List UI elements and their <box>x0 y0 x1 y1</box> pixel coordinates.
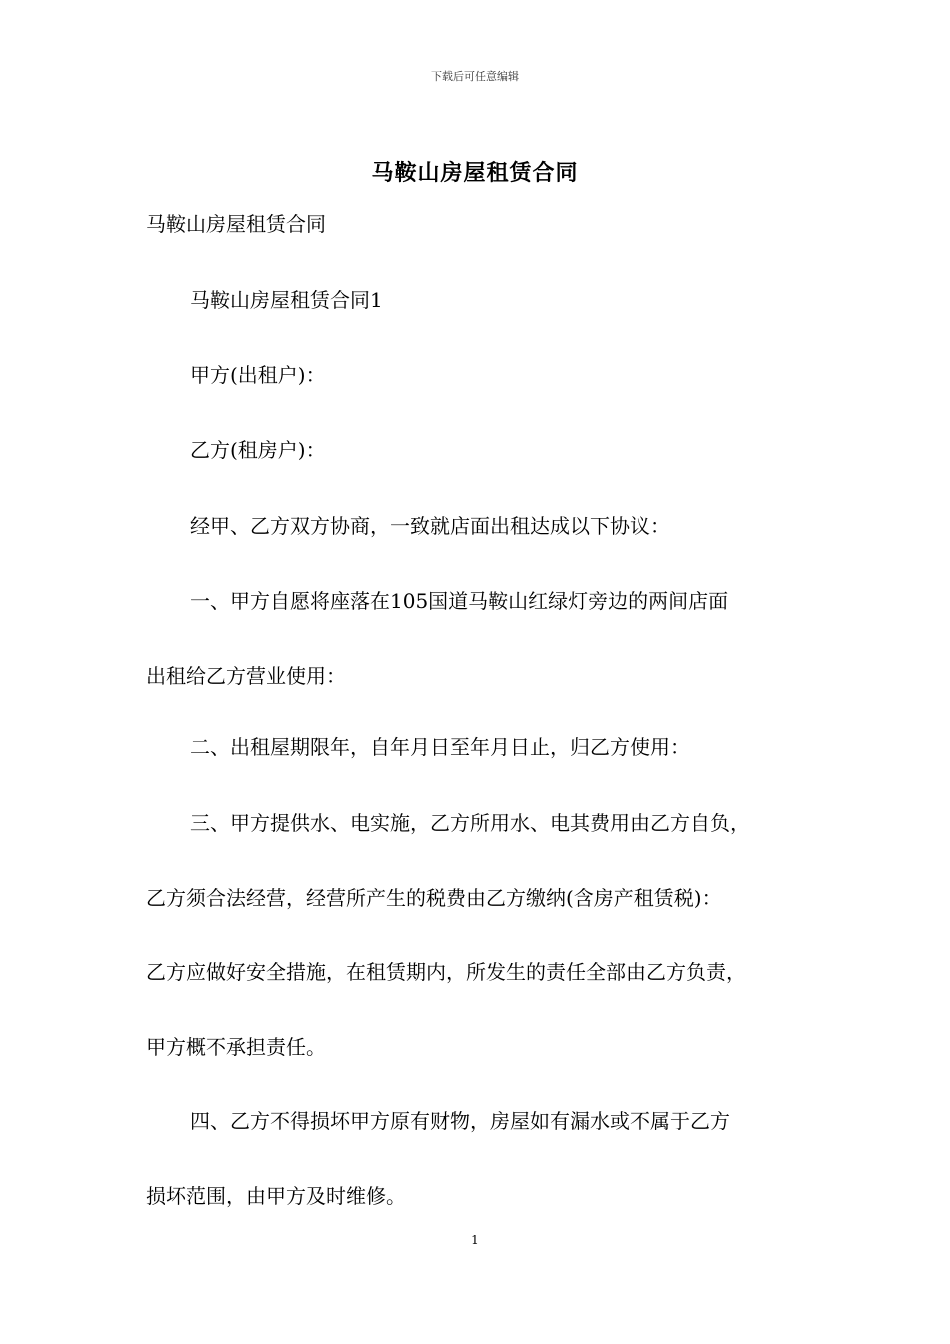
clause-4-line-2: 损坏范围，由甲方及时维修。 <box>146 1184 406 1208</box>
subtitle-line: 马鞍山房屋租赁合同 <box>146 212 326 236</box>
clause-3-line-4: 甲方概不承担责任。 <box>146 1035 326 1059</box>
clause-2-line: 二、出租屋期限年，自年月日至年月日止，归乙方使用： <box>190 735 690 759</box>
clause-4-line-1: 四、乙方不得损坏甲方原有财物，房屋如有漏水或不属于乙方 <box>190 1109 730 1133</box>
contract-heading: 马鞍山房屋租赁合同1 <box>190 288 383 312</box>
page-number: 1 <box>471 1233 479 1247</box>
document-title: 马鞍山房屋租赁合同 <box>371 160 579 186</box>
clause-3-line-3: 乙方应做好安全措施，在租赁期内，所发生的责任全部由乙方负责， <box>146 960 746 984</box>
agreement-intro: 经甲、乙方双方协商，一致就店面出租达成以下协议： <box>190 514 670 538</box>
clause-3-line-1: 三、甲方提供水、电实施，乙方所用水、电其费用由乙方自负， <box>190 811 750 835</box>
clause-3-line-2: 乙方须合法经营，经营所产生的税费由乙方缴纳(含房产租赁税)： <box>146 886 722 910</box>
header-note: 下载后可任意编辑 <box>431 70 519 83</box>
party-a-line: 甲方(出租户)： <box>190 363 326 387</box>
party-b-line: 乙方(租房户)： <box>190 438 326 462</box>
clause-1-line-1: 一、甲方自愿将座落在105国道马鞍山红绿灯旁边的两间店面 <box>190 589 729 613</box>
clause-1-line-2: 出租给乙方营业使用： <box>146 664 346 688</box>
